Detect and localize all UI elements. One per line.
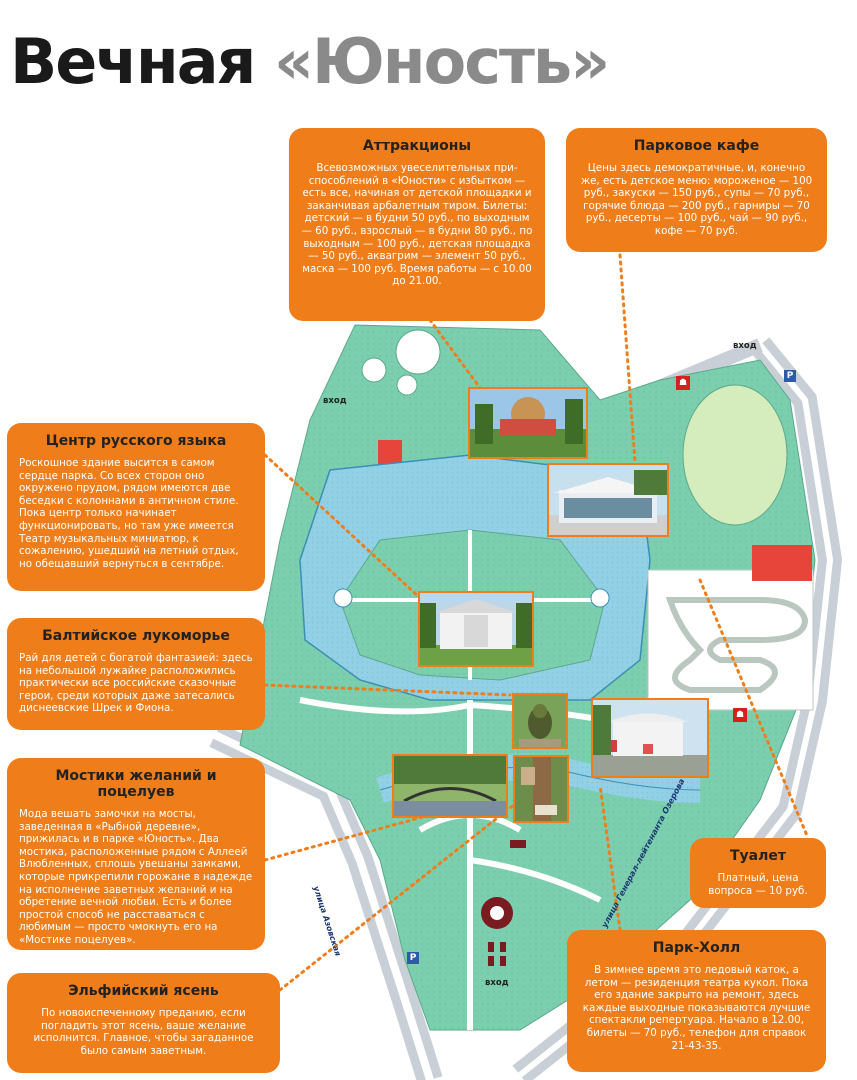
info-box-cafe <box>566 128 827 252</box>
cafe-text: Цены здесь демократичные, и, конечно же, есть детское меню: мороженое — 100 руб., закуски — 150 руб., супы — 70 руб., горячие блюда — 200 руб., гарниры — 70 руб., десерты — 100 руб., чай — 90 руб., кофе — 70 руб. <box>580 162 813 237</box>
photo-attractions <box>468 387 588 459</box>
baltic-title: Балтийское лукоморье <box>42 628 230 644</box>
parking-icon-northeast: P <box>784 370 796 382</box>
elf-ash-text: По новоиспеченному преданию, если погладить этот ясень, ваше желание исполнится. Главное, чтобы загаданное было самым заветным. <box>33 1007 254 1057</box>
info-box-language-center <box>7 423 265 591</box>
parkhall-title: Парк-Холл <box>652 940 741 956</box>
parkhall-text: В зимнее время это ледовый каток, а летом — резиденция театра кукол. Пока его здание закрыто на ремонт, здесь каждые выходные показываются лучшие спектакли репертуара. Начало в 12.00, билеты — 70 руб., телефон для справок 21-43-35. <box>582 964 811 1052</box>
language-center-text: Роскошное здание высится в самом сердце парка. Со всех сторон оно окружено прудом, рядом имеются две беседки с колоннами в античном стиле. Пока центр только начинает функционировать, но там уже имеется Театр музыкальных миниатюр, к сожалению, ушедший на летний отдых, но обещавший вернуться в сентябре. <box>19 457 239 570</box>
page-title <box>10 22 608 102</box>
photo-cafe <box>547 463 669 537</box>
entrance-label-west: вход <box>323 396 347 406</box>
cafe-title: Парковое кафе <box>633 138 760 154</box>
baltic-text: Рай для детей с богатой фантазией: здесь на небольшой лужайке расположились практически все российские сказочные герои, среди которых даже затесались диснеевские Шрек и Фиона. <box>19 652 253 715</box>
street-ozerov: улица Генерал-лейтенанта Озерова <box>600 777 687 930</box>
toilet-title: Туалет <box>730 848 786 864</box>
toilet-icon: ☗ <box>676 376 690 390</box>
info-box-bridges <box>7 758 265 950</box>
entrance-label-northeast: вход <box>733 341 757 351</box>
language-center-title: Центр русского языка <box>45 433 227 449</box>
attractions-text: Всевозможных увеселительных при-способлений в «Юности» с избытком — есть все, начиная от детской площадки и заканчивая арбалетным тиром. Билеты: детский — в будни 50 руб., по выходным — 60 руб., взрослый — в будни 80 руб., по выходным — 100 руб., детская площадка — 50 руб., аквагрим — элемент 50 руб., маска — 100 руб. Время работы — с 10.00 до 21.00. <box>301 162 533 288</box>
bridges-title: Мостики желаний и поцелуев <box>55 768 217 800</box>
title-part1: Вечная <box>10 25 255 98</box>
info-box-toilet <box>690 838 826 908</box>
street-azov: улица Азовская <box>311 885 343 958</box>
bridges-text: Мода вешать замочки на мосты, заведенная в «Рыбной деревне», прижилась и в парке «Юность». Два мостика, расположенные рядом с Аллеей Влюбленных, сплошь увешаны замками, которые прикрепили горожане в надежде на исполнение заветных желаний и на обретение вечной любви. Есть и более простой способ не расставаться с любимым — просто чмокнуть его на «Мостике поцелуев». <box>19 808 253 946</box>
toilet-icon: ☗ <box>733 708 747 722</box>
title-part2: «Юность» <box>273 25 609 98</box>
info-box-parkhall <box>567 930 826 1072</box>
photo-language-center <box>418 591 534 667</box>
elf-ash-title: Эльфийский ясень <box>68 983 219 999</box>
info-box-baltic <box>7 618 265 730</box>
photo-parkhall <box>591 698 709 778</box>
info-box-attractions <box>289 128 545 321</box>
photo-elf-ash <box>513 755 569 823</box>
info-box-elf-ash <box>7 973 280 1073</box>
entrance-label-south: вход <box>485 978 509 988</box>
photo-bridges <box>392 754 508 818</box>
attractions-title: Аттракционы <box>362 138 472 154</box>
photo-baltic <box>512 693 568 749</box>
parking-icon-south: P <box>407 952 419 964</box>
toilet-text: Платный, цена вопроса — 10 руб. <box>708 872 808 897</box>
